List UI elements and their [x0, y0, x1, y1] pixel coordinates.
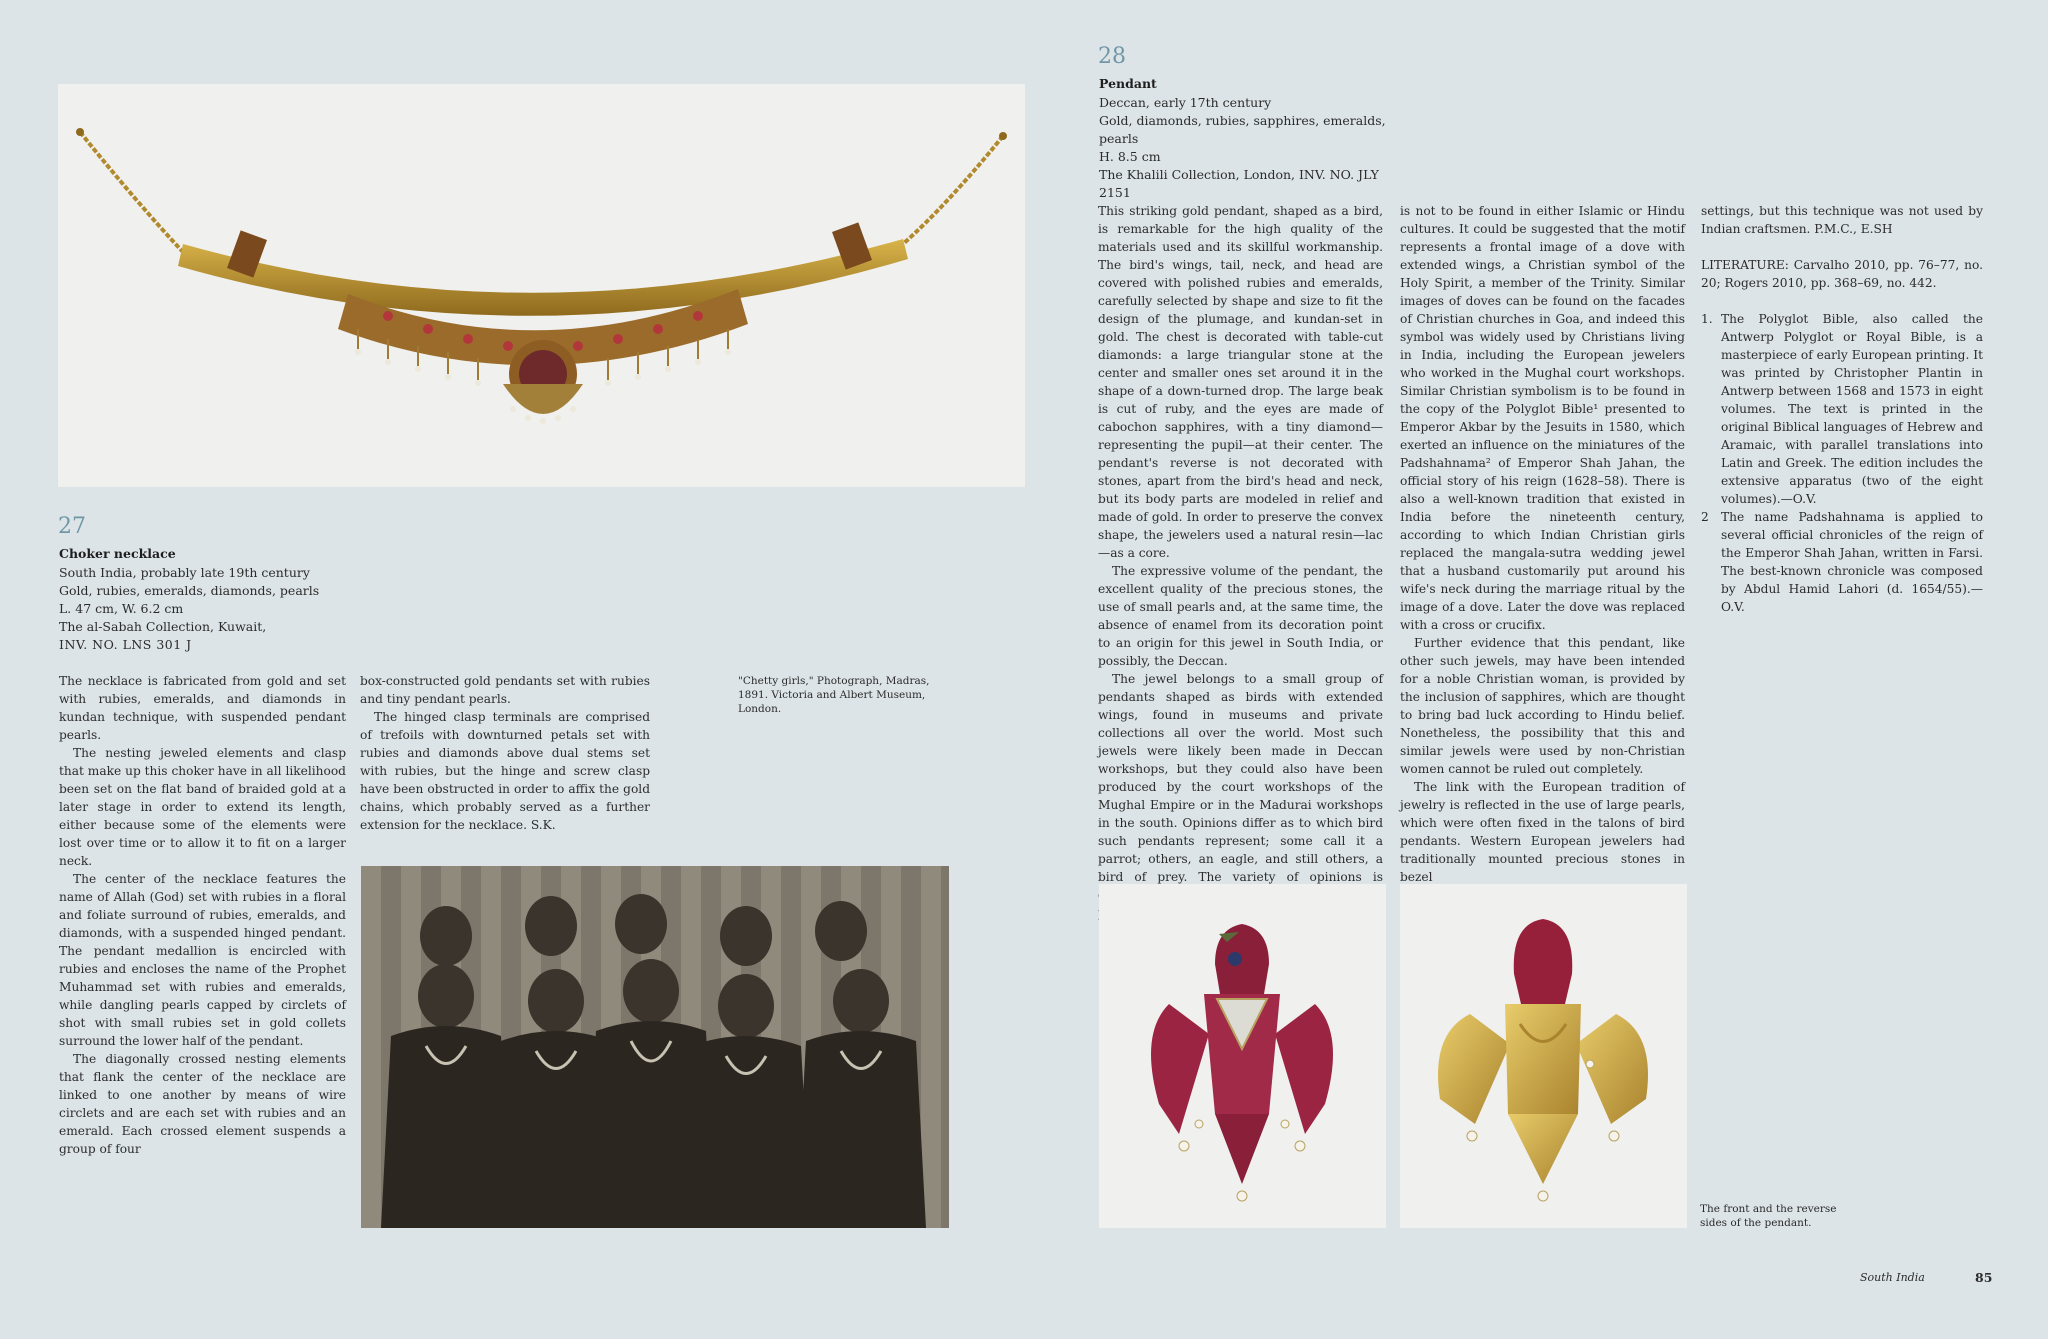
- entry-27-meta: [59, 564, 359, 654]
- photograph-illustration: [361, 866, 949, 1228]
- entry-28-meta-line: pearls: [1099, 131, 1139, 146]
- paragraph: box-constructed gold pendants set with rubies and tiny pendant pearls.: [360, 674, 650, 706]
- paragraph: is not to be found in either Islamic or Hindu cultures. It could be suggested that the motif represents a frontal image of a dove with extended wings, a Christian symbol of the Holy Spirit, a member of the Trinity. Similar images of doves can be found on the facades of Christian churches in Goa, and indeed this symbol was widely used by Christians living in India, including the European jewelers who worked in the Mughal court workshops. Similar Christian symbolism is to be found in the copy of the Polyglot Bible¹ presented to Emperor Akbar by the Jesuits in 1580, which exerted an influence on the miniatures of the Padshahnama² of Emperor Shah Jahan, the official story of his reign (1628–58). There is also a well-known tradition that existed in India before the nineteenth century, according to which Indian Christian girls replaced the mangala-sutra wedding jewel that a husband customarily put around his wife's neck during the marriage ritual by the image of a dove. Later the dove was replaced with a cross or crucifix.: [1400, 204, 1685, 632]
- paragraph: The jewel belongs to a small group of pendants shaped as birds with extended wings, found in museums and private collections all over the world. Most such jewels were likely been made in Deccan workshops, but they could also have been produced by the court workshops of the Mughal Empire or in the Madurai workshops in the south. Opinions differ as to which bird such pendants represent; some call it a parrot; others, an eagle, and still others, a bird of prey. The variety of opinions is: [1098, 672, 1383, 884]
- footnote: [1701, 310, 1983, 508]
- entry-27-body-col2: [360, 672, 650, 834]
- paragraph: This striking gold pendant, shaped as a bird, is remarkable for the high quality of the materials used and its skillful workmanship. The bird's wings, tail, neck, and head are covered with polished rubies and emeralds, carefully selected by shape and size to fit the design of the plumage, and kundan-set in gold. The chest is decorated with table-cut diamonds: a large triangular stone at the center and smaller ones set around it in the shape of a down-turned drop. The large beak is cut of ruby, and the eyes are made of cabochon sapphires, with a tiny diamond—representing the pupil—at their center. The pendant's reverse is not decorated with stones, apart from the bird's head and neck, but its body parts are modeled in relief and made of gold. In order to preserve the convex shape, the jewelers used a natural resin—lac—as a core.: [1098, 204, 1383, 560]
- girls-photograph: [361, 866, 949, 1228]
- entry-28-notes: [1701, 310, 1983, 616]
- footnote-text: The Polyglot Bible, also called the Antwerp Polyglot or Royal Bible, is a masterpiece of early European printing. It was printed by Christopher Plantin in Antwerp between 1568 and 1573 in eight volumes. The text is printed in the original Biblical languages of Hebrew and Aramaic, with parallel translations into Latin and Greek. The edition includes the extensive apparatus (two of the eight volumes).—O.V.: [1721, 312, 1983, 506]
- entry-28-meta-line: Gold, diamonds, rubies, sapphires, emeralds,: [1099, 113, 1386, 128]
- pendant-front-photo: [1099, 884, 1386, 1228]
- paragraph: Further evidence that this pendant, like other such jewels, may have been intended for a noble Christian woman, is provided by the inclusion of sapphires, which are thought to bring bad luck according to Hindu belief. Nonetheless, the possibility that this and similar jewels were used by non-Christian women cannot be ruled out completely.: [1400, 636, 1685, 776]
- pendant-front-illustration: [1099, 884, 1386, 1228]
- entry-28-title: Pendant: [1099, 76, 1157, 91]
- footnote: [1701, 508, 1983, 616]
- paragraph: The link with the European tradition of jewelry is reflected in the use of large pearls, which were often fixed in the talons of bird pendants. Western European jewelers had traditionally mounted precious stones in bezel: [1400, 780, 1685, 884]
- paragraph: The expressive volume of the pendant, the excellent quality of the precious stones, the use of small pearls and, at the same time, the absence of enamel from its decoration point to an origin for this jewel in South India, or possibly, the Deccan.: [1098, 564, 1383, 668]
- entry-27-meta-line: The al-Sabah Collection, Kuwait,: [59, 619, 267, 634]
- paragraph: The hinged clasp terminals are comprised of trefoils with downturned petals set with rubies and diamonds above dual stems set with rubies, but the hinge and screw clasp have been obstructed in order to affix the gold chains, which probably served as a further extension for the necklace. S.K.: [360, 710, 650, 832]
- literature: LITERATURE: Carvalho 2010, pp. 76–77, no. 20; Rogers 2010, pp. 368–69, no. 442.: [1701, 258, 1983, 290]
- necklace-illustration: [58, 84, 1025, 487]
- entry-28-meta: [1099, 94, 1399, 202]
- entry-28-body-col1: [1098, 202, 1383, 922]
- girls-photo-caption: "Chetty girls," Photograph, Madras, 1891. Victoria and Albert Museum, London.: [738, 675, 930, 715]
- footnote-number: 1.: [1701, 312, 1713, 326]
- entry-27-body-col1: [59, 672, 346, 1158]
- entry-27-title: Choker necklace: [59, 546, 176, 561]
- entry-27-number: 27: [58, 514, 86, 539]
- paragraph: settings, but this technique was not used by Indian craftsmen. P.M.C., E.SH: [1701, 204, 1983, 236]
- entry-27-inventory: INV. NO. LNS 301 J: [59, 637, 192, 652]
- running-head: South India: [1860, 1271, 1925, 1284]
- paragraph: The necklace is fabricated from gold and set with rubies, emeralds, and diamonds in kundan technique, with suspended pendant pearls.: [59, 674, 346, 742]
- entry-28-body-col2: [1400, 202, 1685, 886]
- pendant-photo-caption: The front and the reverse sides of the pendant.: [1700, 1203, 1837, 1229]
- paragraph: The center of the necklace features the name of Allah (God) set with rubies in a floral and foliate surround of rubies, emeralds, and diamonds, with a suspended hinged pendant. The pendant medallion is encircled with rubies and encloses the name of the Prophet Muhammad set with rubies and emeralds, while dangling pearls capped by circlets of shot with small rubies set in gold collets surround the lower half of the pendant.: [59, 872, 346, 1048]
- entry-28-meta-line: Deccan, early 17th century: [1099, 95, 1272, 110]
- entry-27-meta-line: Gold, rubies, emeralds, diamonds, pearls: [59, 583, 320, 598]
- footnote-text: The name Padshahnama is applied to several official chronicles of the reign of the Emperor Shah Jahan, written in Farsi. The best-known chronicle was composed by Abdul Hamid Lahori (d. 1654/55).—O.V.: [1721, 510, 1983, 614]
- entry-28-meta-line: The Khalili Collection, London, INV. NO. JLY 2151: [1099, 167, 1379, 200]
- entry-28-body-col3: [1701, 202, 1983, 292]
- necklace-photo: [58, 84, 1025, 487]
- footnote-number: 2: [1701, 510, 1709, 524]
- entry-27-meta-line: South India, probably late 19th century: [59, 565, 310, 580]
- entry-28-meta-line: H. 8.5 cm: [1099, 149, 1161, 164]
- entry-28-number: 28: [1098, 44, 1126, 69]
- entry-27-meta-line: L. 47 cm, W. 6.2 cm: [59, 601, 184, 616]
- pendant-reverse-photo: [1400, 884, 1687, 1228]
- paragraph: The nesting jeweled elements and clasp that make up this choker have in all likelihood been set on the flat band of braided gold at a later stage in order to extend its length, either because some of the elements were lost over time or to allow it to fit on a larger neck.: [59, 746, 346, 868]
- pendant-reverse-illustration: [1400, 884, 1687, 1228]
- page-number: 85: [1975, 1270, 1993, 1285]
- paragraph: The diagonally crossed nesting elements that flank the center of the necklace are linked to one another by means of wire circlets and are each set with rubies and an emerald. Each crossed element suspends a group of four: [59, 1052, 346, 1156]
